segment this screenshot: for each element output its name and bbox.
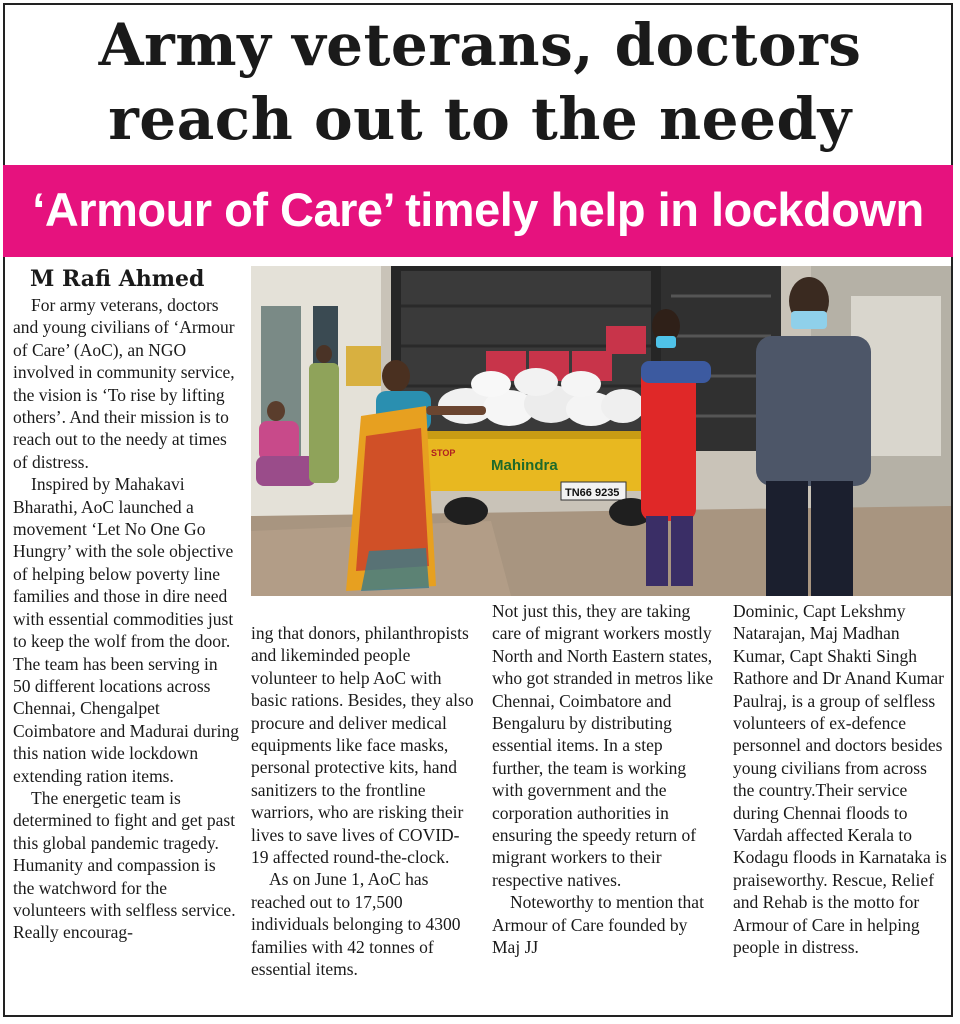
- headline: Army veterans, doctors reach out to the needy: [98, 11, 862, 153]
- paragraph: ing that donors, philanthropists and likeminded people volunteer to help AoC with basic rations. Besides, they also procure and deliver medical equipments like face masks, personal protective kits, hand sanitizers to the frontline warriors, who are risking their lives to save lives of COVID-19 affected round-the-clock.: [251, 623, 474, 868]
- paragraph: Not just this, they are taking care of migrant workers mostly North and North Eastern states, who got stranded in metros like Chennai, Coimbatore and Bengaluru by distributing essential items. In a step further, the team is working with government and the corporation authorities in ensuring the speedy return of migrant workers to their respective natives.: [492, 601, 714, 890]
- number-plate: TN66 9235: [565, 487, 620, 499]
- paragraph: As on June 1, AoC has reached out to 17,500 individuals belonging to 4300 families with 42 tonnes of essential items.: [251, 869, 461, 980]
- paragraph: For army veterans, doctors and young civilians of ‘Armour of Care’ (AoC), an NGO involved in community service, the vision is ‘To rise by lifting others’. And their mission is to reach out to the needy at times of distress.: [13, 295, 235, 472]
- subheadline: ‘Armour of Care’ timely help in lockdown: [32, 183, 924, 236]
- article-column-2: [251, 622, 476, 981]
- paragraph: Dominic, Capt Lekshmy Natarajan, Maj Madhan Kumar, Capt Shakti Singh Rathore and Dr Anand Kumar Paulraj, is a group of selfless volunteers of ex-defence personnel and doctors besides young civilians from across the country.Their service during Chennai floods to Vardah affected Kerala to Kodagu floods in Karnataka is praiseworthy. Rescue, Relief and Rehab is the motto for Armour of Care in helping people in distress.: [733, 601, 947, 958]
- byline: M Rafi Ahmed: [30, 266, 205, 292]
- paragraph: Noteworthy to mention that Armour of Care founded by Maj JJ: [492, 892, 704, 958]
- paragraph: Inspired by Mahakavi Bharathi, AoC launched a movement ‘Let No One Go Hungry’ with the sole objective of helping below poverty line families and those in dire need with essential commodities just to keep the wolf from the door. The team has been serving in 50 different locations across Chennai, Chengalpet Coimbatore and Madurai during this nation wide lockdown extending ration items.: [13, 474, 239, 786]
- article-column-1: [13, 294, 239, 944]
- subheadline-banner: [3, 165, 953, 257]
- truck-distribution-photo: [251, 266, 951, 596]
- truck-sticker: STOP: [431, 448, 456, 458]
- article-column-3: [492, 600, 717, 959]
- news-photo: [251, 266, 951, 596]
- paragraph: The energetic team is determined to fight and get past this global pandemic tragedy. Humanity and compassion is the watchword for the volunteers with selfless service. Really encourag-: [13, 787, 236, 943]
- truck-brand: Mahindra: [491, 457, 558, 474]
- article-column-4: [733, 600, 948, 959]
